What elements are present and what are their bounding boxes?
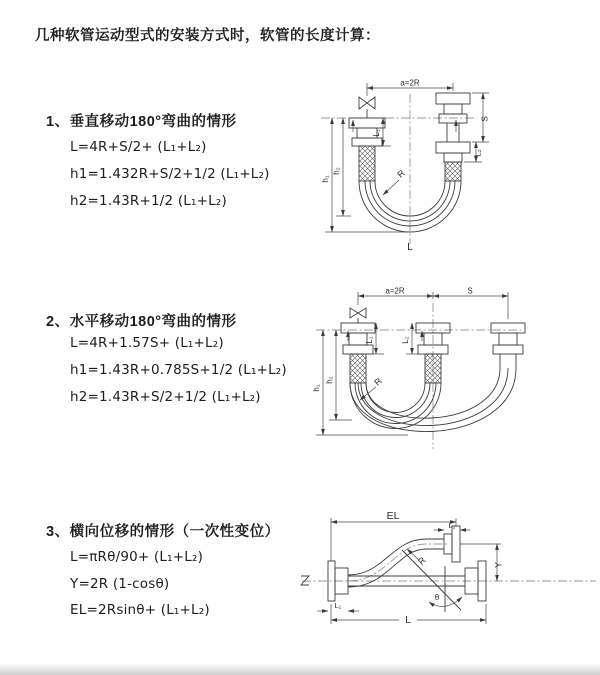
flange — [491, 323, 525, 333]
section-3-heading: 3、横向位移的情形（一次性变位） — [46, 524, 280, 540]
dim-label-span: a=2R — [400, 78, 420, 88]
flange — [436, 93, 470, 104]
length-label: L — [407, 241, 413, 253]
formula-line: h1=1.43R+0.785S+1/2 (L₁+L₂) — [70, 362, 287, 378]
braided-hose-section — [425, 354, 441, 383]
hose-drawing — [301, 526, 486, 612]
flange — [439, 114, 467, 123]
section-2-heading: 2、水平移动180°弯曲的情形 — [46, 314, 237, 330]
theta-label: θ — [434, 593, 440, 602]
dim-label-el: EL — [386, 510, 400, 522]
dim-label-y: Y — [493, 561, 504, 569]
section-1-heading: 1、垂直移动180°弯曲的情形 — [46, 114, 237, 130]
diagram-lateral-displacement — [298, 508, 600, 640]
flange — [343, 345, 373, 354]
flange — [493, 345, 523, 354]
dim-label-h1: h₁ — [312, 384, 321, 392]
braided-hose-section — [350, 354, 366, 383]
dim-label-h2: h₂ — [325, 376, 334, 384]
length-label: L — [405, 615, 411, 626]
formula-line: L=πRθ/90+ (L₁+L₂) — [70, 549, 204, 565]
diagram-vertical-180-bend — [315, 76, 595, 256]
flange — [349, 118, 385, 128]
dim-label-span: a=2R — [385, 286, 405, 296]
break-mark — [301, 576, 309, 585]
pipe-lines — [447, 123, 459, 142]
radius-label: R — [416, 555, 428, 567]
flange — [341, 323, 375, 333]
centerlines — [302, 544, 596, 581]
fitting-neck — [499, 333, 517, 345]
dimension-lines — [325, 83, 489, 232]
dim-label-l1: L₁ — [365, 336, 374, 344]
formula-line: Y=2R (1-cosθ) — [70, 576, 170, 592]
flange — [436, 142, 470, 153]
formula-line: L=4R+1.57S+ (L₁+L₂) — [70, 335, 224, 351]
radius-label: R — [372, 375, 384, 388]
formula-line: EL=2Rsinθ+ (L₁+L₂) — [70, 602, 210, 618]
fitting-neck — [444, 153, 462, 162]
u-bend-arc — [366, 383, 425, 413]
dim-label-l1: L₁ — [372, 129, 381, 137]
dim-label-l2: L₂ — [473, 149, 483, 157]
dim-label-l2: L₂ — [401, 336, 410, 344]
flange — [452, 526, 460, 562]
braided-hose-section — [359, 146, 375, 181]
dim-label-s: S — [467, 286, 473, 296]
dim-label-s: S — [480, 116, 490, 122]
valve-icon — [350, 308, 366, 318]
pipe-lines — [500, 354, 516, 368]
dim-label-h1: h₁ — [321, 175, 330, 183]
braided-hose-section — [445, 162, 461, 181]
fitting-neck — [444, 104, 462, 114]
radius-label: R — [395, 167, 407, 180]
valve-icon — [359, 97, 375, 109]
formula-line: h2=1.43R+S/2+1/2 (L₁+L₂) — [70, 389, 261, 405]
flange — [352, 138, 382, 146]
hose-drawing — [349, 93, 470, 232]
scan-edge-shadow — [0, 663, 600, 675]
dim-label-l2: L₂ — [448, 521, 456, 530]
formula-line: L=4R+S/2+ (L₁+L₂) — [70, 139, 207, 155]
formula-line: h2=1.43R+1/2 (L₁+L₂) — [70, 193, 227, 209]
dim-label-l1: L₁ — [334, 601, 342, 610]
diagram-horizontal-180-bend — [310, 283, 600, 455]
dimension-lines — [317, 518, 501, 624]
formula-line: h1=1.432R+S/2+1/2 (L₁+L₂) — [70, 166, 270, 182]
dim-label-h2: h₂ — [332, 167, 341, 175]
page-title: 几种软管运动型式的安装方式时，软管的长度计算： — [35, 28, 380, 44]
